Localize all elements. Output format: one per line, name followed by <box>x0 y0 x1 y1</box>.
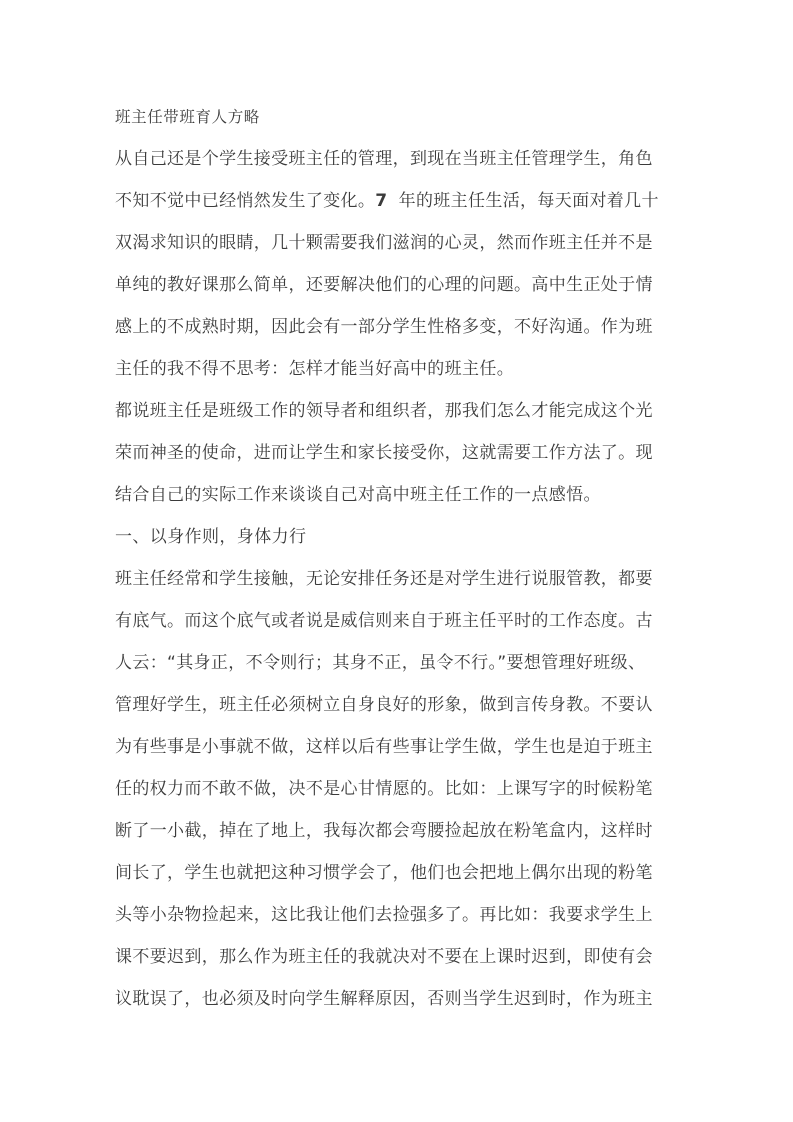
paragraph-1-line-3: 双渴求知识的眼睛，几十颗需要我们滋润的心灵，然而作班主任并不是 <box>115 233 653 253</box>
paragraph-3 <box>115 558 678 1020</box>
paragraph-3-line-4: 管理好学生，班主任必须树立自身良好的形象，做到言传身教。不要认 <box>115 695 653 715</box>
paragraph-3-line-1: 班主任经常和学生接触，无论安排任务还是对学生进行说服管教，都要 <box>115 569 653 589</box>
paragraph-3-line-10: 课不要迟到，那么作为班主任的我就决对不要在上课时迟到，即使有会 <box>115 947 653 967</box>
paragraph-1-line-6: 主任的我不得不思考：怎样才能当好高中的班主任。 <box>115 359 515 379</box>
paragraph-3-line-8: 间长了，学生也就把这种习惯学会了，他们也会把地上偶尔出现的粉笔 <box>115 863 653 883</box>
section-heading-1: 一、以身作则，身体力行 <box>115 527 307 547</box>
paragraph-3-line-3: 人云：“其身正，不令则行；其身不正，虽令不行。”要想管理好班级、 <box>115 653 646 673</box>
paragraph-1-line-2-part-a: 不知不觉中已经悄然发生了变化。 <box>115 191 376 211</box>
paragraph-1 <box>115 138 678 390</box>
document-text-column <box>115 96 678 1020</box>
paragraph-3-line-9: 头等小杂物捡起来，这比我让他们去捡强多了。再比如：我要求学生上 <box>115 905 653 925</box>
paragraph-3-line-2: 有底气。而这个底气或者说是威信则来自于班主任平时的工作态度。古 <box>115 611 653 631</box>
paragraph-3-line-11: 议耽误了，也必须及时向学生解释原因，否则当学生迟到时，作为班主 <box>115 989 653 1009</box>
paragraph-1-line-2 <box>115 180 678 222</box>
paragraph-1-line-2-part-b: 年的班主任生活，每天面对着几十 <box>387 191 659 211</box>
paragraph-3-line-7: 断了一小截，掉在了地上，我每次都会弯腰捡起放在粉笔盒内，这样时 <box>115 821 653 841</box>
paragraph-2-line-3: 结合自己的实际工作来谈谈自己对高中班主任工作的一点感悟。 <box>115 485 601 505</box>
paragraph-1-line-5: 感上的不成熟时期，因此会有一部分学生性格多变，不好沟通。作为班 <box>115 317 653 337</box>
paragraph-3-line-6: 任的权力而不敢不做，决不是心甘情愿的。比如：上课写字的时候粉笔 <box>115 779 653 799</box>
document-title: 班主任带班育人方略 <box>115 108 260 126</box>
paragraph-2-line-1: 都说班主任是班级工作的领导者和组织者，那我们怎么才能完成这个光 <box>115 401 653 421</box>
paragraph-3-line-5: 为有些事是小事就不做，这样以后有些事让学生做，学生也是迫于班主 <box>115 737 653 757</box>
bold-number-7: 7 <box>375 191 388 211</box>
paragraph-2-line-2: 荣而神圣的使命，进而让学生和家长接受你，这就需要工作方法了。现 <box>115 443 653 463</box>
paragraph-1-line-1: 从自己还是个学生接受班主任的管理，到现在当班主任管理学生，角色 <box>115 149 653 169</box>
paragraph-2 <box>115 390 678 516</box>
paragraph-1-line-4: 单纯的教好课那么简单，还要解决他们的心理的问题。高中生正处于情 <box>115 275 653 295</box>
